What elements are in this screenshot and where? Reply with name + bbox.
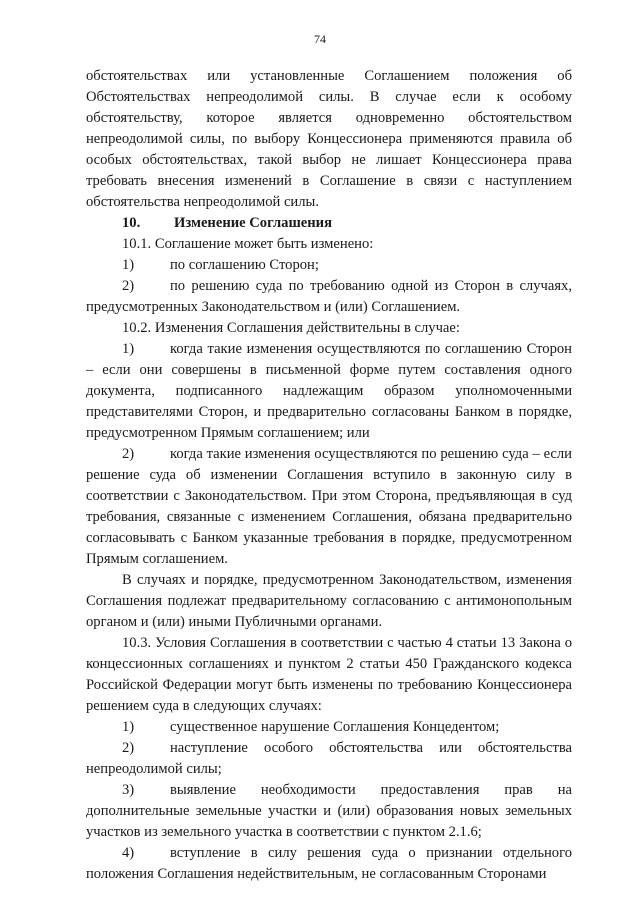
list-item-marker: 4)	[122, 845, 135, 861]
section-title: Изменение Соглашения	[174, 215, 332, 231]
list-item-text: выявление необходимости предоставления прав на дополнительные земельные участки и (или) образования новых земельных участков из земельного участка в соответствии с пунктом 2.1.6;	[86, 782, 572, 840]
list-item-text: когда такие изменения осуществляются по решению суда – если решение суда об изменении Соглашения вступило в законную силу в соответствии с Законодательством. При этом Сторона, предъявляющая в суд требования, связанные с изменением Соглашения, обязана предварительно согласовывать с Банком указанные требования в порядке, предусмотренном Прямым соглашением.	[86, 446, 572, 567]
list-item-text: по решению суда по требованию одной из Сторон в случаях, предусмотренных Законодательством и (или) Соглашением.	[86, 278, 572, 315]
section-number: 10.	[122, 215, 141, 231]
list-item-marker: 1)	[122, 719, 135, 735]
list-item-text: наступление особого обстоятельства или обстоятельства непреодолимой силы;	[86, 740, 572, 777]
paragraph: обстоятельствах или установленные Соглашением положения об Обстоятельствах непреодолимой силы. В случае если к особому обстоятельству, которое является одновременно обстоятельством непреодолимой силы, по выбору Концессионера применяются правила об особых обстоятельствах, такой выбор не лишает Концессионера права требовать внесения изменений в Соглашение в связи с наступлением обстоятельства непреодолимой силы.	[86, 68, 572, 210]
list-item-marker: 2)	[122, 278, 135, 294]
list-item-marker: 1)	[122, 257, 135, 273]
list-item	[86, 843, 572, 885]
list-item-marker: 2)	[122, 740, 135, 756]
list-item-marker: 1)	[122, 341, 135, 357]
document-body	[86, 66, 572, 885]
page-number: 74	[314, 32, 326, 46]
list-item	[86, 339, 572, 444]
list-item-text: по соглашению Сторон;	[170, 257, 319, 273]
list-item-marker: 3)	[122, 782, 135, 798]
list-item-text: существенное нарушение Соглашения Концедентом;	[170, 719, 500, 735]
list-item-text: когда такие изменения осуществляются по соглашению Сторон – если они совершены в письменной форме путем составления одного документа, подписанного надлежащим образом уполномоченными представителями Сторон, и предварительно согласованы Банком в порядке, предусмотренном Прямым соглашением; или	[86, 341, 572, 441]
section-heading	[86, 213, 572, 234]
paragraph: 10.2. Изменения Соглашения действительны в случае:	[122, 320, 460, 336]
paragraph: В случаях и порядке, предусмотренном Законодательством, изменения Соглашения подлежат предварительному согласованию с антимонопольным органом и (или) иными Публичными органами.	[86, 572, 572, 630]
list-item	[86, 444, 572, 570]
list-item	[86, 738, 572, 780]
list-item-marker: 2)	[122, 446, 135, 462]
list-item	[86, 780, 572, 843]
list-item	[86, 717, 572, 738]
list-item	[86, 255, 572, 276]
list-item	[86, 276, 572, 318]
paragraph: 10.1. Соглашение может быть изменено:	[122, 236, 374, 252]
list-item-text: вступление в силу решения суда о признании отдельного положения Соглашения недействительным, не согласованным Сторонами	[86, 845, 572, 882]
paragraph: 10.3. Условия Соглашения в соответствии с частью 4 статьи 13 Закона о концессионных соглашениях и пунктом 2 статьи 450 Гражданского кодекса Российской Федерации могут быть изменены по требованию Концессионера решением суда в следующих случаях:	[86, 635, 572, 714]
